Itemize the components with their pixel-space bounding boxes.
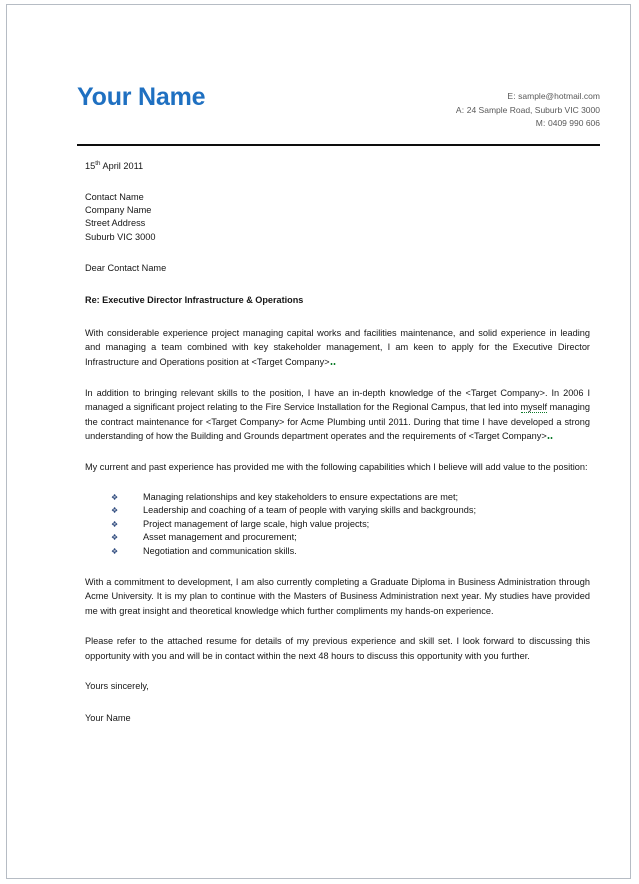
recipient-line-2: Company Name: [85, 205, 152, 216]
list-item-label: Leadership and coaching of a team of people with varying skills and backgrounds;: [143, 505, 476, 516]
diamond-bullet-icon: ❖: [111, 519, 119, 529]
contact-label-email: E:: [507, 91, 516, 101]
recipient-line-1: Contact Name: [85, 192, 144, 202]
contact-label-address: A:: [455, 104, 465, 115]
list-item: [85, 504, 590, 518]
list-item: [85, 545, 590, 559]
recipient-address: [85, 191, 590, 244]
recipient-line-3: Street Address: [85, 218, 146, 229]
capabilities-list: [85, 491, 590, 559]
contact-value-mobile: 0409 990 606: [548, 118, 600, 128]
letterhead: [77, 79, 600, 141]
diamond-bullet-icon: ❖: [111, 546, 119, 556]
diamond-bullet-icon: ❖: [111, 492, 119, 502]
list-item-label: Project management of large scale, high value projects;: [143, 518, 370, 529]
letter-body: [85, 160, 590, 725]
contact-value-address: 24 Sample Road, Suburb VIC 3000: [466, 104, 600, 115]
date-ordinal: th: [95, 159, 101, 167]
paragraph-2-text-b: managing the contract maintenance for <Target Company> for Acme Plumbing until 2011. During that time I have developed a strong understanding of how the Building and Grounds department operates and the requirements of <Target Company>: [85, 402, 590, 442]
contact-line-mobile: [456, 117, 600, 131]
date-rest: April 2011: [100, 161, 144, 171]
diamond-bullet-icon: ❖: [111, 506, 119, 516]
list-item-label: Asset management and procurement;: [143, 532, 297, 543]
date-day: 15: [85, 161, 96, 171]
paragraph-5: Please refer to the attached resume for details of my previous experience and skill set. I look forward to discussing this opportunity with you and will be in contact within the next 48 hours to discuss this opportunity with you further.: [85, 636, 590, 661]
list-item: [85, 531, 590, 545]
grammar-squiggle-icon: [330, 361, 337, 365]
grammar-squiggle-icon: [547, 435, 554, 439]
header-divider: [77, 144, 600, 146]
paragraph-1: [85, 326, 590, 370]
signature-name: Your Name: [85, 712, 131, 723]
paragraph-4: With a commitment to development, I am also currently completing a Graduate Diploma in Business Administration through Acme University. It is my plan to continue with the Masters of Business Administration next year. My studies have provided me with great insight and theoretical knowledge which further compliments my hands-on experience.: [85, 576, 590, 616]
list-item: [85, 518, 590, 532]
contact-value-email: sample@hotmail.com: [518, 91, 600, 101]
paragraph-1-text: With considerable experience project managing capital works and facilities maintenance, and solid experience in leading and managing a team combined with key stakeholder management, I am keen to apply for the Executive Director Infrastructure and Operations position at <Target Company>: [85, 327, 590, 367]
list-item-label: Managing relationships and key stakeholders to ensure expectations are met;: [143, 491, 459, 502]
list-item-label: Negotiation and communication skills.: [143, 545, 297, 556]
diamond-bullet-icon: ❖: [111, 533, 119, 543]
list-item: [85, 491, 590, 505]
paragraph-3: My current and past experience has provided me with the following capabilities which I believe will add value to the position:: [85, 461, 588, 472]
paragraph-2: [85, 386, 590, 444]
grammar-flagged-word: myself: [520, 402, 548, 413]
contact-line-address: [456, 104, 600, 118]
contact-line-email: [456, 90, 600, 104]
subject-line: Re: Executive Director Infrastructure & Operations: [85, 294, 304, 305]
contact-details: [456, 90, 600, 131]
salutation: Dear Contact Name: [85, 262, 167, 273]
page-title: Your Name: [77, 83, 206, 111]
document-page: [6, 4, 631, 879]
letter-date: [85, 160, 590, 173]
page-sheet: [7, 5, 630, 878]
contact-label-mobile: M:: [535, 118, 546, 128]
paragraph-2-text-a: In addition to bringing relevant skills to the position, I have an in-depth knowledge of the <Target Company>. In 2006 I managed a significant project relating to the Fire Service Installation for the Regional Campus, that led into: [85, 387, 590, 413]
recipient-line-4: Suburb VIC 3000: [85, 231, 156, 242]
closing-salutation: Yours sincerely,: [85, 680, 149, 691]
